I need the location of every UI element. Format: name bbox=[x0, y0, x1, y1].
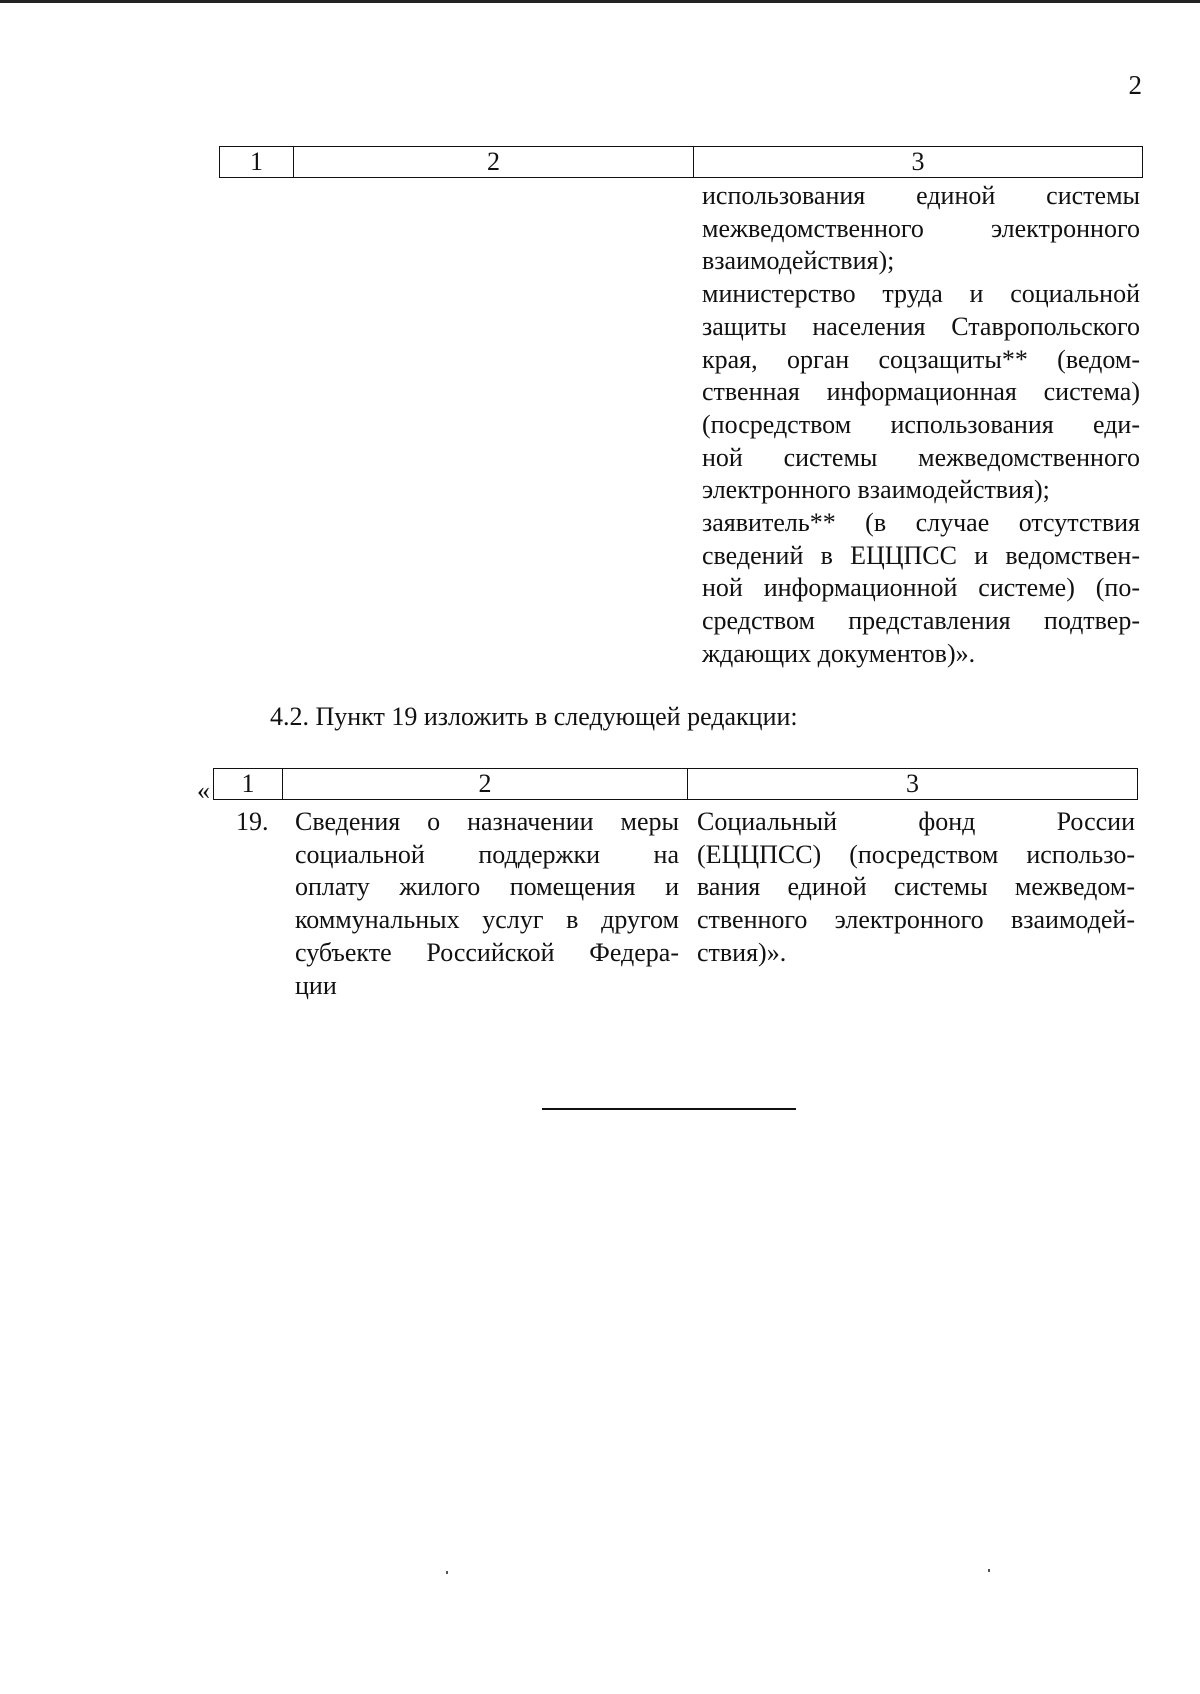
table2-row-number: 19. bbox=[236, 807, 269, 836]
scan-speck bbox=[446, 1571, 448, 1574]
table1-header-col3: 3 bbox=[693, 147, 1142, 177]
table1-col3-line: средством представления подтвер- bbox=[702, 606, 1140, 636]
table1-col3-line: межведомственного электронного bbox=[702, 213, 1140, 243]
table2-col2-line: субъекте Российской Федера- bbox=[295, 937, 679, 967]
table1-col3-line: края, орган соцзащиты** (ведом- bbox=[702, 344, 1140, 374]
table1-col3-line: использования единой системы bbox=[702, 181, 1140, 210]
table2-col2-line: ции bbox=[295, 970, 337, 1000]
amendment-paragraph: 4.2. Пункт 19 изложить в следующей редакции: bbox=[270, 702, 798, 731]
table2-col3-line: ственного электронного взаимодей- bbox=[697, 905, 1135, 935]
table1-col3-line: взаимодействия); bbox=[702, 246, 895, 276]
table1-col3-line: электронного взаимодействия); bbox=[702, 475, 1050, 505]
table2-header-col2: 2 bbox=[282, 769, 687, 799]
page-number: 2 bbox=[1128, 70, 1142, 100]
table2-col3-line: вания единой системы межведом- bbox=[697, 872, 1135, 902]
table1-col3-line: ственная информационная система) bbox=[702, 377, 1140, 407]
table1-header-row bbox=[219, 146, 1143, 178]
table2-col3-line: ствия)». bbox=[697, 937, 787, 967]
table1-col3-line: ной информационной системе) (по- bbox=[702, 573, 1140, 603]
table2-col3-line: (ЕЦЦПСС) (посредством использо- bbox=[697, 839, 1135, 869]
table2-col2-text bbox=[295, 806, 679, 1002]
table1-col3-line: министерство труда и социальной bbox=[702, 279, 1140, 309]
table1-col3-line: сведений в ЕЦЦПСС и ведомствен- bbox=[702, 540, 1140, 570]
table1-header-col1: 1 bbox=[250, 147, 263, 176]
table1-col3-line: (посредством использования еди- bbox=[702, 409, 1140, 439]
scan-speck bbox=[988, 1569, 990, 1572]
end-of-document-rule bbox=[542, 1108, 796, 1110]
table2-col2-line: Сведения о назначении меры bbox=[295, 807, 679, 836]
table1-col3-line: заявитель** (в случае отсутствия bbox=[702, 508, 1140, 538]
table2-col3-text bbox=[697, 806, 1135, 970]
table2-col2-line: коммунальных услуг в другом bbox=[295, 905, 679, 935]
table2-col2-line: социальной поддержки на bbox=[295, 839, 679, 869]
table2-col3-line: Социальный фонд России bbox=[697, 807, 1135, 836]
table1-col3-line: ной системы межведомственного bbox=[702, 442, 1140, 472]
table2-header-col3: 3 bbox=[687, 769, 1137, 799]
table2-header-col1: 1 bbox=[241, 769, 255, 798]
table2-header-row bbox=[213, 768, 1138, 800]
table1-col3-line: защиты населения Ставропольского bbox=[702, 311, 1140, 341]
top-border-line bbox=[0, 0, 1200, 3]
table2-col2-line: оплату жилого помещения и bbox=[295, 872, 679, 902]
opening-quote: « bbox=[197, 776, 210, 805]
table1-col3-line: ждающих документов)». bbox=[702, 638, 976, 668]
table1-header-col2: 2 bbox=[293, 147, 693, 177]
table1-col3-text bbox=[702, 180, 1140, 671]
